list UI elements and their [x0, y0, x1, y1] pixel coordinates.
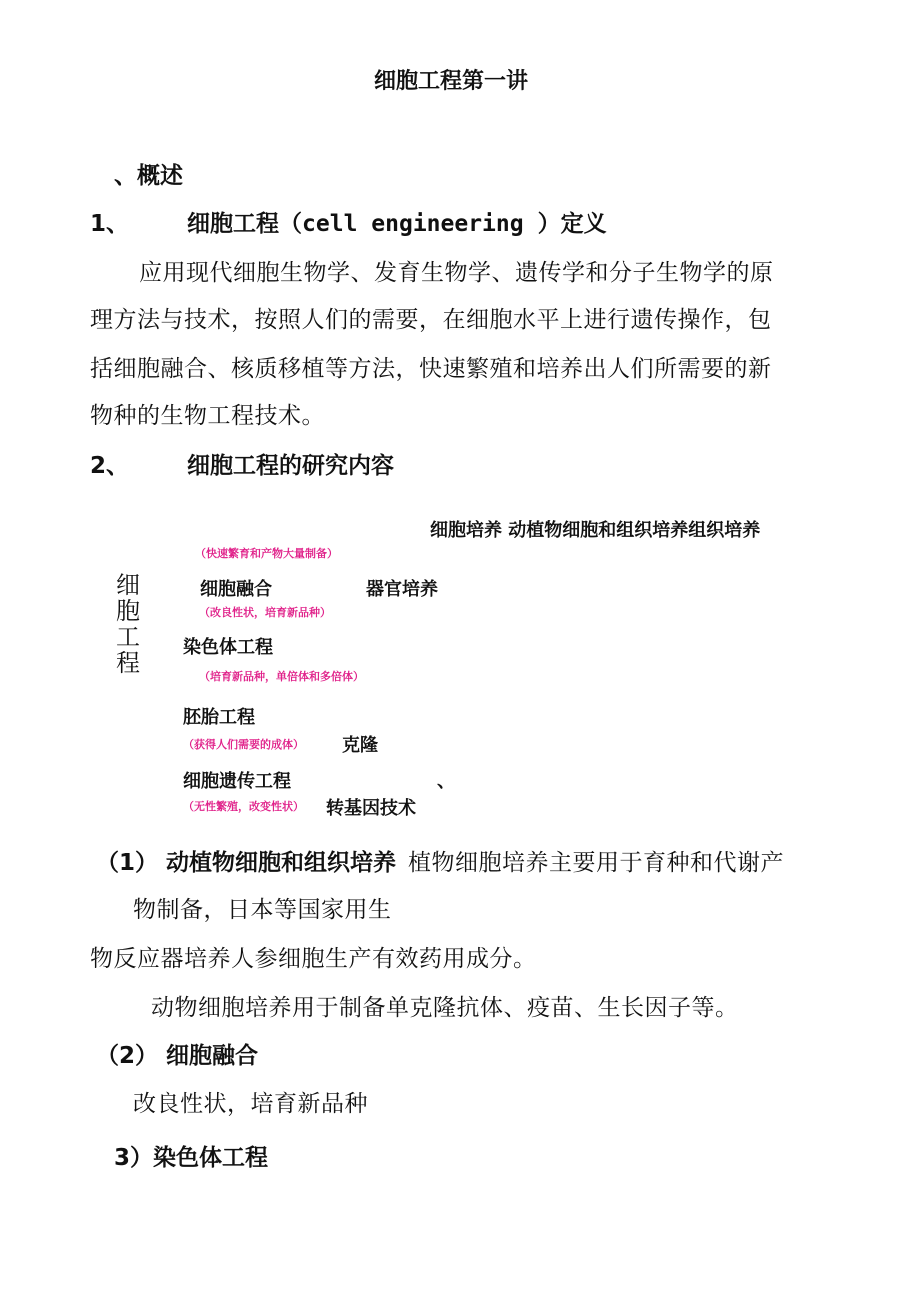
diagram-genetic: 细胞遗传工程 — [183, 771, 291, 792]
definition-heading — [90, 205, 607, 238]
diagram-note-1: （快速繁育和产物大量制备） — [195, 547, 338, 560]
diagram-note-3: （培育新品种，单倍体和多倍体） — [199, 670, 364, 683]
diagram-top-line: 细胞培养 动植物细胞和组织培养组织培养 — [430, 520, 761, 541]
sub1-text-d: 动物细胞培养用于制备单克隆抗体、疫苗、生长因子等。 — [151, 995, 739, 1021]
sub2-text: 改良性状，培育新品种 — [133, 1091, 368, 1117]
sub1-number: （1） — [96, 850, 159, 876]
definition-line-1: 应用现代细胞生物学、发育生物学、遗传学和分子生物学的原 — [139, 260, 774, 286]
content-heading — [90, 447, 394, 480]
definition-heading-a: 细胞工程（ — [187, 211, 303, 237]
sub1-heading: 动植物细胞和组织培养 — [166, 850, 397, 876]
definition-line-4: 物种的生物工程技术。 — [90, 403, 325, 429]
diagram-note-2: （改良性状，培育新品种） — [199, 606, 331, 619]
diagram-note-4: （获得人们需要的成体） — [183, 738, 304, 751]
content-number: 2、 — [90, 453, 130, 479]
diagram-organ: 器官培养 — [366, 579, 438, 600]
sub2-number: （2） — [96, 1043, 159, 1069]
sub3-heading: 3）染色体工程 — [114, 1145, 269, 1171]
definition-heading-b: ）定义 — [537, 211, 607, 237]
definition-line-3: 括细胞融合、核质移植等方法，快速繁殖和培养出人们所需要的新 — [90, 356, 772, 382]
diagram-clone: 克隆 — [342, 735, 378, 756]
sub1-text-a: 植物细胞培养主要用于育种和代谢产 — [408, 850, 785, 876]
diagram-vertical-label: 细胞工程 — [116, 571, 140, 677]
definition-number: 1、 — [90, 211, 130, 237]
section-overview-heading: 、概述 — [114, 163, 183, 189]
definition-line-2: 理方法与技术，按照人们的需要，在细胞水平上进行遗传操作，包 — [90, 307, 772, 333]
diagram-note-5: （无性繁殖，改变性状） — [183, 800, 304, 813]
sub1-text-b: 物制备，日本等国家用生 — [133, 897, 392, 923]
diagram-comma: 、 — [437, 771, 455, 792]
diagram-chromosome: 染色体工程 — [183, 637, 273, 658]
sub1-line-1 — [96, 844, 784, 877]
sub1-text-c: 物反应器培养人参细胞生产有效药用成分。 — [90, 946, 537, 972]
diagram-embryo: 胚胎工程 — [183, 707, 255, 728]
sub2-heading-line — [96, 1037, 258, 1070]
definition-term: cell engineering — [302, 211, 524, 237]
page-title: 细胞工程第一讲 — [374, 69, 529, 94]
content-heading-text: 细胞工程的研究内容 — [187, 453, 395, 479]
diagram-transgenic: 转基因技术 — [326, 798, 416, 819]
diagram-fusion: 细胞融合 — [200, 579, 272, 600]
sub2-heading: 细胞融合 — [166, 1043, 259, 1069]
